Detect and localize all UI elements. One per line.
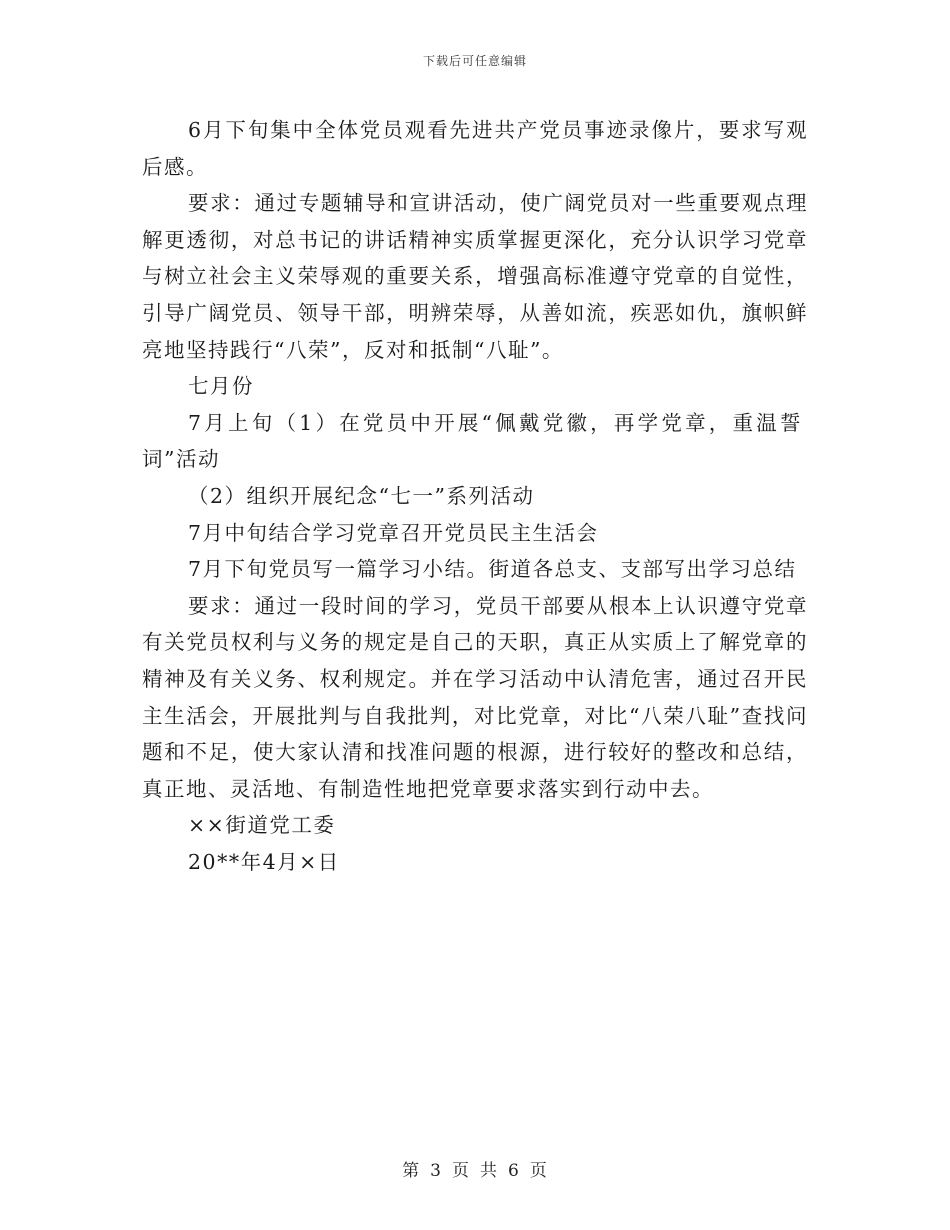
footer-label-ye: 页 — [452, 1161, 470, 1181]
paragraph-july-late: 7月下旬党员写一篇学习小结。街道各总支、支部写出学习总结 — [188, 557, 797, 582]
footer-label-ye2: 页 — [529, 1161, 548, 1181]
footer-label-di: 第 — [402, 1161, 421, 1181]
paragraph-july-requirements: 要求：通过一段时间的学习，党员干部要从根本上认识遵守党章有关党员权利与义务的规定是自己的天职，真正从实质上了解党章的精神及有关义务、权利规定。并在学习活动中认清危害，通过召开民主生活会，开展批判与自我批判，对比党章，对比“八荣八耻”查找问题和不足，使大家认清和找准问题的根源，进行较好的整改和总结，真正地、灵活地、有制造性地把党章要求落实到行动中去。 — [142, 593, 808, 801]
signature-committee: ××街道党工委 — [188, 813, 336, 838]
paragraph-june-requirements: 要求：通过专题辅导和宣讲活动，使广阔党员对一些重要观点理解更透彻，对总书记的讲话精神实质掌握更深化，充分认识学习党章与树立社会主义荣辱观的重要关系，增强高标准遵守党章的自觉性，引导广阔党员、领导干部，明辨荣辱，从善如流，疾恶如仇，旗帜鲜亮地坚持践行“八荣”，反对和抵制“八耻”。 — [142, 191, 808, 362]
footer-page-current: 3 — [430, 1161, 442, 1181]
page-header: 下载后可任意编辑 — [422, 54, 527, 68]
paragraph-july-activities: （2）组织开展纪念“七一”系列活动 — [188, 483, 535, 508]
paragraph-july-early: 7月上旬（1）在党员中开展“佩戴党徽，再学党章，重温誓词”活动 — [142, 410, 802, 472]
paragraph-july-heading: 七月份 — [188, 374, 254, 399]
document-body — [142, 112, 808, 880]
signature-date: 20**年4月×日 — [188, 849, 340, 874]
page-footer — [0, 1156, 950, 1181]
footer-page-total: 6 — [508, 1161, 520, 1181]
paragraph-july-mid: 7月中旬结合学习党章召开党员民主生活会 — [188, 520, 599, 545]
footer-label-gong: 共 — [480, 1161, 498, 1181]
paragraph-june-video: 6月下旬集中全体党员观看先进共产党员事迹录像片，要求写观后感。 — [142, 118, 808, 179]
